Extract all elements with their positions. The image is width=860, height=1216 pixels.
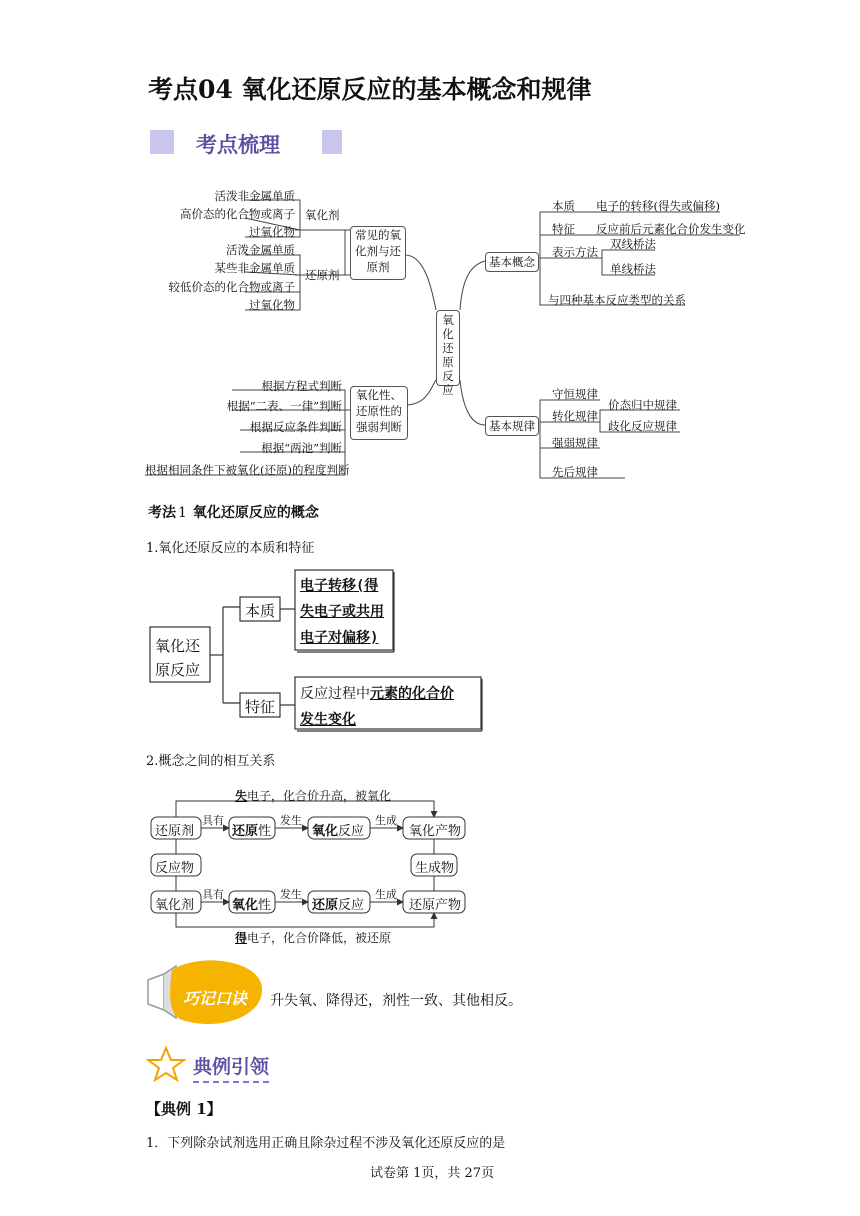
reductant-item: 较低价态的化合物或离子 (168, 280, 295, 294)
concept-value: 反应前后元素化合价发生变化 (596, 222, 746, 236)
products-node: 生成物 (415, 861, 455, 876)
arrow-label: 具有 (202, 814, 224, 827)
method-heading (148, 502, 319, 522)
relation-bottom-label (235, 929, 391, 946)
transform-item: 歧化反应规律 (608, 419, 677, 433)
arrow-label: 发生 (280, 888, 302, 901)
example-title: 【典例 1】 (146, 1100, 222, 1118)
top-label-bold: 失 (235, 789, 248, 803)
star-icon (146, 1046, 186, 1082)
essence-line: 失电子或共用 (300, 604, 384, 620)
essence-desc (300, 573, 384, 651)
product-node: 氧化产物 (409, 824, 462, 839)
section-banner (150, 126, 346, 160)
arrow-label: 生成 (375, 814, 397, 827)
concept-key: 表示方法 (552, 245, 598, 259)
method-item: 双线桥法 (610, 237, 656, 251)
judge-item: 根据“二表、一律”判断 (226, 399, 342, 413)
reaction-suffix: 反应 (338, 824, 365, 839)
law-item: 守恒规律 (552, 387, 598, 401)
page-footer: 试卷第 1页，共 27页 (370, 1166, 495, 1181)
relation-top-label (235, 787, 391, 804)
root-line: 氧化还 (155, 637, 201, 655)
essence-label: 本质 (245, 602, 276, 620)
reaction-node (312, 820, 364, 839)
oxidant-node: 氧化剂 (155, 898, 195, 913)
property-bold: 氧化 (232, 898, 259, 913)
property-node (232, 820, 271, 839)
essence-line: 电子转移(得 (300, 578, 379, 594)
sub-heading-1: 1.氧化还原反应的本质和特征 (146, 541, 315, 556)
judge-item: 根据方程式判断 (261, 379, 342, 393)
oxidant-label: 氧化剂 (305, 208, 340, 222)
reductant-item: 活泼金属单质 (226, 243, 295, 257)
reductant-label: 还原剂 (305, 268, 340, 282)
product-node: 还原产物 (409, 898, 462, 913)
mindmap-hub-law: 基本规律 (485, 416, 539, 436)
concept-value: 电子的转移(得失或偏移) (596, 199, 720, 213)
reductant-item: 某些非金属单质 (214, 261, 295, 275)
concept-key: 本质 (552, 199, 575, 213)
arrow-label: 生成 (375, 888, 397, 901)
law-item: 强弱规律 (552, 436, 598, 450)
judge-item: 根据相同条件下被氧化(还原)的程度判断 (145, 463, 350, 477)
question-text: 1．下列除杂试剂选用正确且除杂过程不涉及氧化还原反应的是 (146, 1136, 506, 1151)
property-suffix: 性 (258, 824, 272, 839)
mnemonic-text: 升失氧、降得还，剂性一致、其他相反。 (270, 993, 522, 1009)
oxidant-item: 过氧化物 (249, 225, 295, 239)
property-suffix: 性 (258, 898, 272, 913)
property-node (232, 894, 271, 913)
bottom-label-text: 电子，化合价降低，被还原 (247, 931, 392, 945)
method-title: 氧化还原反应的概念 (192, 505, 319, 521)
top-label-text: 电子，化合价升高，被氧化 (247, 789, 392, 803)
root-box (155, 634, 200, 682)
reductant-node: 还原剂 (155, 824, 195, 839)
transform-item: 价态归中规律 (608, 398, 677, 412)
banner-block-left (150, 130, 174, 154)
law-item: 转化规律 (552, 409, 598, 423)
oxidant-item: 活泼非金属单质 (214, 189, 295, 203)
reaction-bold: 还原 (312, 898, 339, 913)
page-title: 考点04 氧化还原反应的基本概念和规律 (148, 75, 592, 104)
feature-text-bold: 发生变化 (300, 712, 356, 728)
feature-desc (300, 681, 454, 733)
section-label: 考点梳理 (196, 133, 280, 157)
essence-line: 电子对偏移) (300, 630, 379, 646)
oxidant-item: 高价态的化合物或离子 (180, 207, 295, 221)
banner-block-right (322, 130, 342, 154)
reductant-item: 过氧化物 (249, 298, 295, 312)
reaction-bold: 氧化 (312, 824, 339, 839)
concept-key: 与四种基本反应类型的关系 (548, 293, 686, 307)
arrow-label: 发生 (280, 814, 302, 827)
reaction-node (312, 894, 364, 913)
sub-heading-2: 2.概念之间的相互关系 (146, 754, 276, 769)
property-bold: 还原 (232, 824, 259, 839)
judge-item: 根据反应条件判断 (250, 420, 342, 434)
mindmap-center: 氧化还原反应 (436, 310, 460, 386)
bottom-label-bold: 得 (235, 931, 248, 945)
mindmap-hub-concept: 基本概念 (485, 252, 539, 272)
mindmap-hub-judge: 氧化性、还原性的强弱判断 (350, 386, 408, 440)
concept-key: 特征 (552, 222, 575, 236)
judge-item: 根据“两池”判断 (261, 441, 342, 455)
feature-label: 特征 (245, 698, 276, 716)
root-line: 原反应 (155, 661, 201, 679)
reaction-suffix: 反应 (338, 898, 365, 913)
arrow-label: 具有 (202, 888, 224, 901)
mnemonic-badge: 巧记口诀 (183, 989, 248, 1008)
reactant-node: 反应物 (155, 861, 195, 876)
law-item: 先后规律 (552, 465, 598, 479)
method-prefix: 考法 (148, 505, 176, 521)
example-banner: 典例引领 (193, 1052, 269, 1083)
mindmap-hub-agents: 常见的氧化剂与还原剂 (350, 226, 406, 280)
method-num: 1 (178, 505, 187, 521)
method-item: 单线桥法 (610, 262, 656, 276)
feature-text-bold: 元素的化合价 (370, 686, 454, 702)
feature-text: 反应过程中 (300, 686, 370, 702)
